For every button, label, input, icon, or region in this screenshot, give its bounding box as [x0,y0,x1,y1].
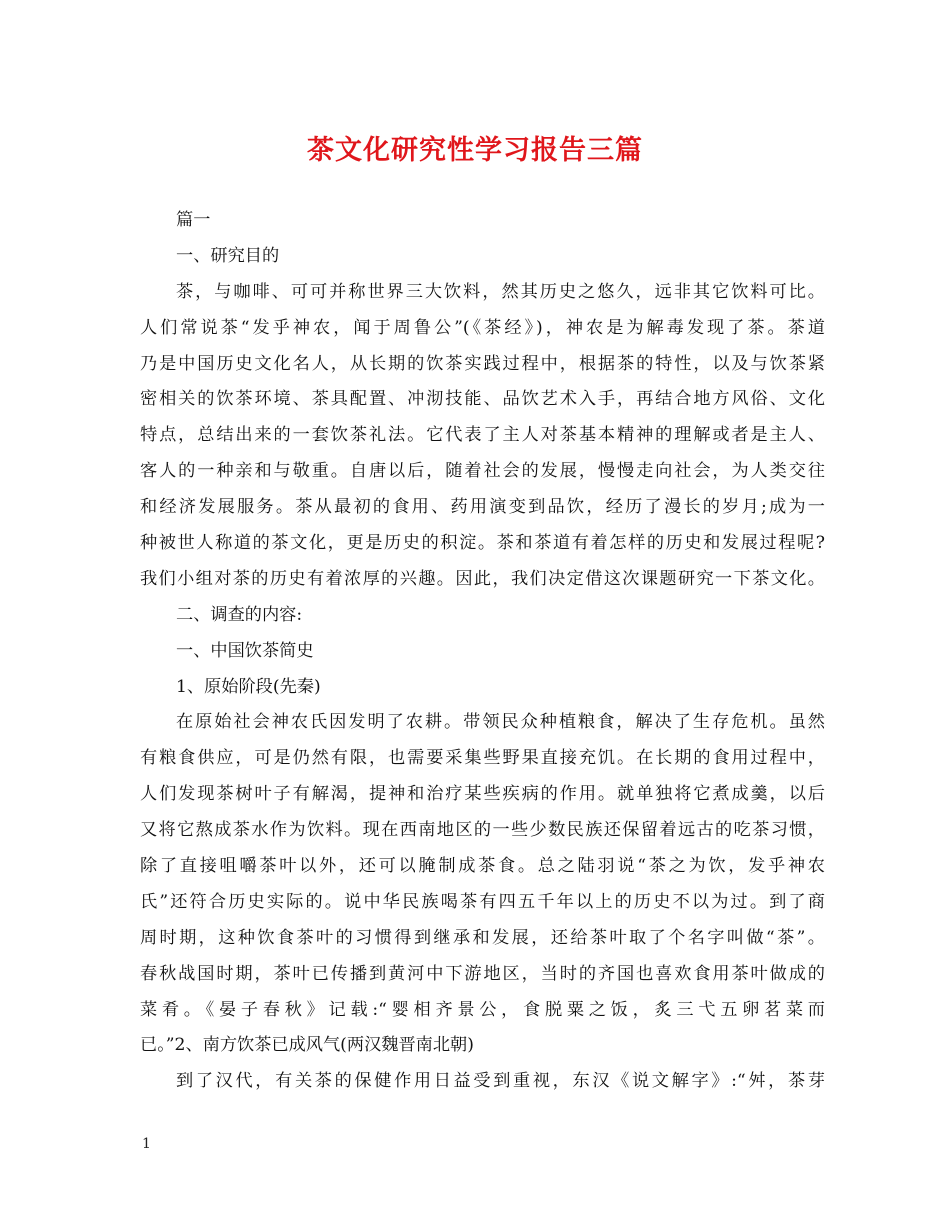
text-line: 种被世人称道的茶文化，更是历史的积淀。茶和茶道有着怎样的历史和发展过程呢? [140,533,825,554]
document-body [140,203,825,1100]
text-line: 一、研究目的 [176,245,280,266]
text-line: 除了直接咀嚼茶叶以外，还可以腌制成茶食。总之陆羽说“茶之为饮，发乎神农 [140,856,825,877]
text-line: 有粮食供应，可是仍然有限，也需要采集些野果直接充饥。在长期的食用过程中， [140,748,825,769]
text-line: 我们小组对茶的历史有着浓厚的兴趣。因此，我们决定借这次课题研究一下茶文化。 [140,568,825,589]
text-line: 已。”2、南方饮茶已成风气(两汉魏晋南北朝) [140,1035,474,1056]
text-line: 在原始社会神农氏因发明了农耕。带领民众种植粮食，解决了生存危机。虽然 [176,712,825,733]
text-line: 春秋战国时期，茶叶已传播到黄河中下游地区，当时的齐国也喜欢食用茶叶做成的 [140,963,825,984]
text-line: 菜肴。《晏子春秋》记载:“婴相齐景公，食脱粟之饭，炙三弋五卵茗菜而 [140,999,825,1020]
page-number: 1 [142,1136,151,1152]
text-line: 周时期，这种饮食茶叶的习惯得到继承和发展，还给茶叶取了个名字叫做“茶”。 [140,927,825,948]
text-line: 和经济发展服务。茶从最初的食用、药用演变到品饮，经历了漫长的岁月;成为一 [140,497,825,518]
text-line: 茶，与咖啡、可可并称世界三大饮料，然其历史之悠久，远非其它饮料可比。 [176,281,825,302]
text-line: 篇一 [176,210,211,230]
text-line: 客人的一种亲和与敬重。自唐以后，随着社会的发展，慢慢走向社会，为人类交往 [140,461,825,482]
text-line: 一、中国饮茶简史 [176,640,314,661]
text-line: 人们常说茶“发乎神农，闻于周鲁公”(《茶经》)，神农是为解毒发现了茶。茶道 [140,317,825,338]
text-line: 特点，总结出来的一套饮茶礼法。它代表了主人对茶基本精神的理解或者是主人、 [140,425,825,446]
text-line: 氏”还符合历史实际的。说中华民族喝茶有四五千年以上的历史不以为过。到了商 [140,891,825,912]
text-line: 又将它熬成茶水作为饮料。现在西南地区的一些少数民族还保留着远古的吃茶习惯， [140,820,825,841]
text-line: 乃是中国历史文化名人，从长期的饮茶实践过程中，根据茶的特性，以及与饮茶紧 [140,353,825,374]
text-line: 二、调查的内容: [176,604,303,625]
document-title: 茶文化研究性学习报告三篇 [307,135,643,166]
text-line: 1、原始阶段(先秦) [176,676,321,697]
text-line: 到了汉代，有关茶的保健作用日益受到重视，东汉《说文解字》:“舛，茶芽 [176,1071,825,1092]
text-line: 人们发现茶树叶子有解渴，提神和治疗某些疾病的作用。就单独将它煮成羹，以后 [140,784,825,805]
text-line: 密相关的饮茶环境、茶具配置、冲沏技能、品饮艺术入手，再结合地方风俗、文化 [140,389,825,410]
